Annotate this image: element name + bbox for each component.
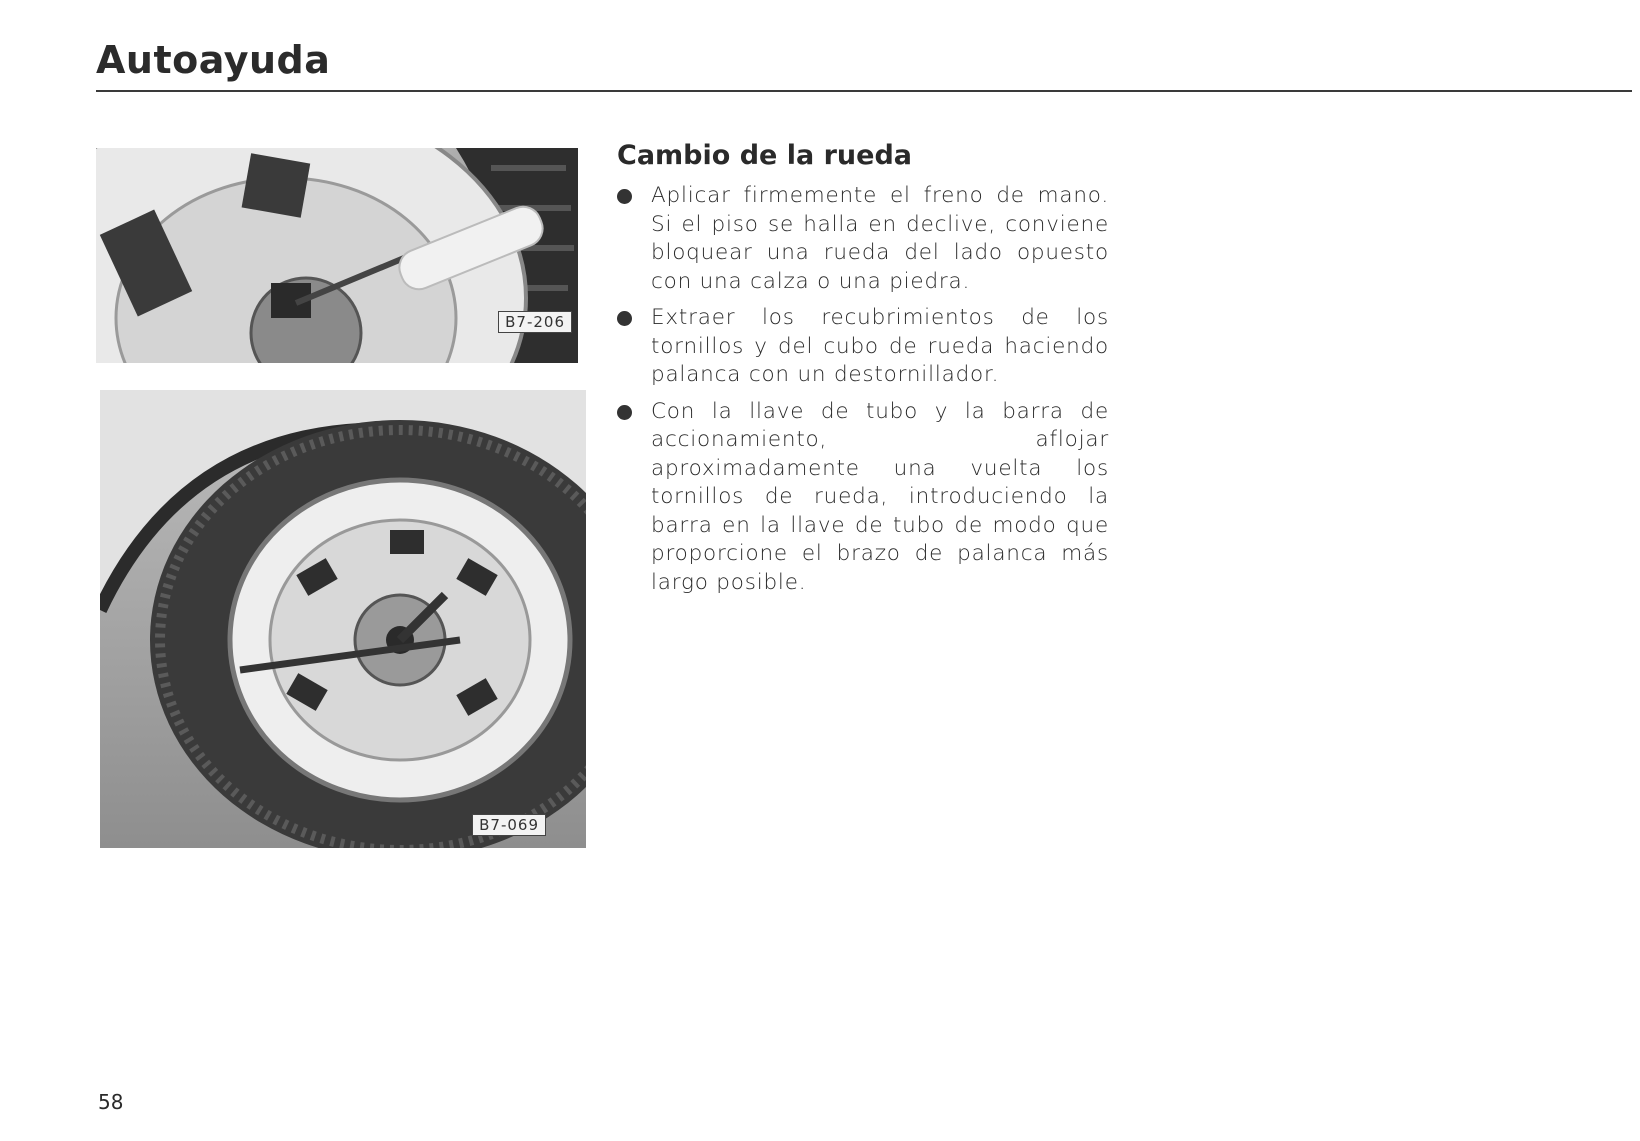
list-item <box>617 182 1109 296</box>
bullet-icon <box>617 189 632 204</box>
list-item-text: Con la llave de tubo y la barra de accionamiento, aflojar aproximadamente una vuelta los tornillos de rueda, introduciendo la barra en la llave de tubo de modo que proporcione el brazo de palanca más largo posible. <box>651 398 1109 595</box>
figure-wheel-lug-wrench <box>100 390 586 848</box>
list-item <box>617 398 1109 598</box>
figure-wheel-cover-removal <box>96 148 578 363</box>
page-number: 58 <box>98 1090 124 1114</box>
figure-label-b7-069: B7-069 <box>472 814 546 836</box>
list-item-text: Aplicar firmemente el freno de mano. Si el piso se halla en declive, conviene bloquear una rueda del lado opuesto con una calza o una piedra. <box>651 183 1109 294</box>
list-item <box>617 304 1109 390</box>
header-rule <box>96 90 1632 92</box>
bullet-icon <box>617 405 632 420</box>
section-title: Cambio de la rueda <box>617 140 913 171</box>
list-item-text: Extraer los recubrimientos de los tornillos y del cubo de rueda haciendo palanca con un destornillador. <box>651 305 1109 387</box>
page-title: Autoayuda <box>96 38 331 82</box>
figure-label-b7-206: B7-206 <box>498 311 572 333</box>
instruction-list <box>617 182 1109 605</box>
bullet-icon <box>617 311 632 326</box>
wheel-lug-wrench-photo <box>100 390 586 848</box>
